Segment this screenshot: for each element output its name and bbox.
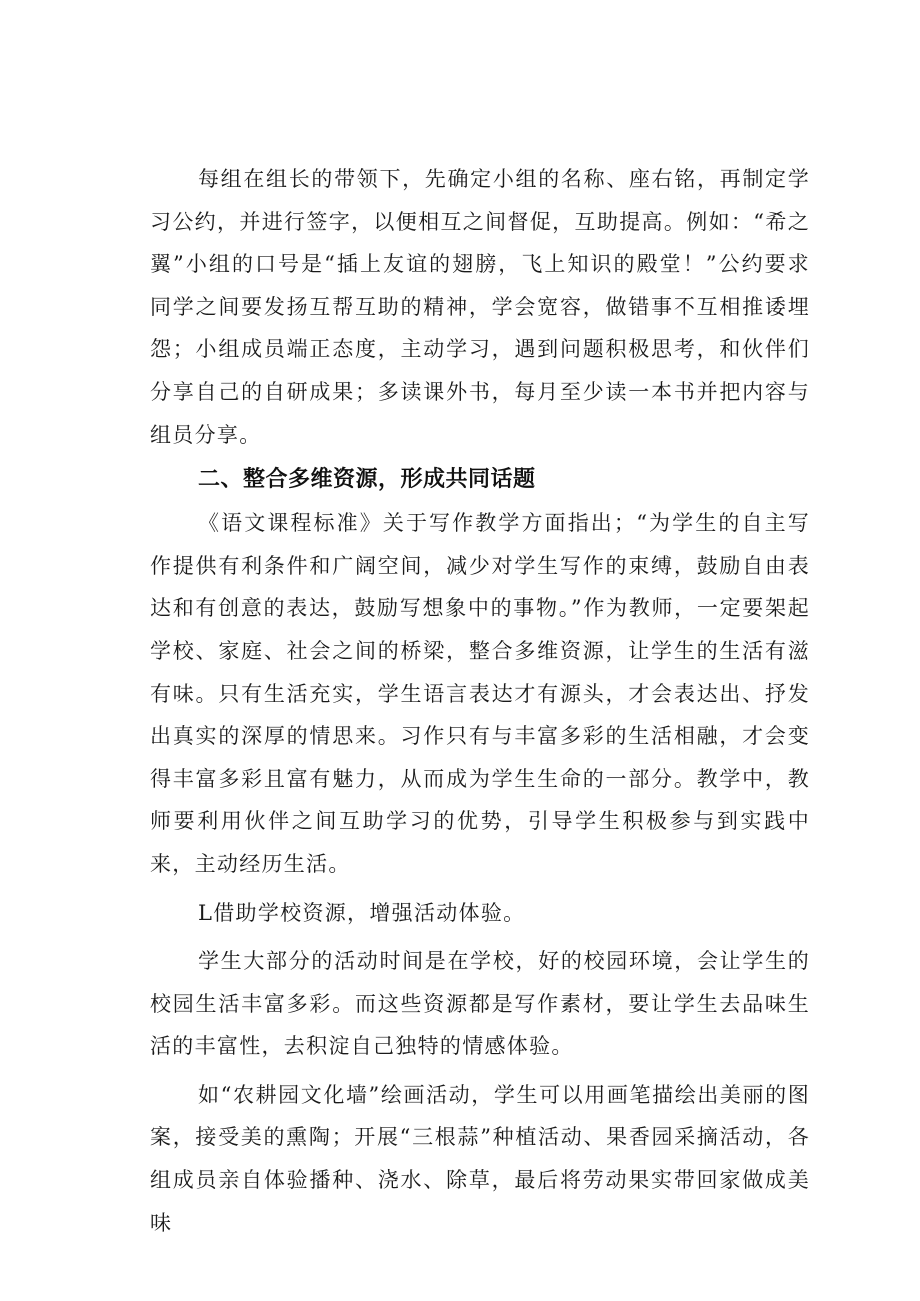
subsection-heading: L借助学校资源，增强活动体验。 (198, 900, 526, 925)
paragraph-school-resources: 学生大部分的活动时间是在学校，好的校园环境，会让学生的校园生活丰富多彩。而这些资源都是写作素材，要让学生去品味生活的丰富性，去积淀自己独特的情感体验。 (150, 949, 810, 1059)
document-page (150, 158, 810, 1244)
paragraph-activities: 如“农耕园文化墙”绘画活动，学生可以用画笔描绘出美丽的图案，接受美的熏陶；开展“三根蒜”种植活动、果香园采摘活动，各组成员亲自体验播种、浇水、除草，最后将劳动果实带回家做成美味 (150, 1082, 810, 1235)
section-heading: 二、整合多维资源，形成共同话题 (198, 467, 536, 493)
paragraph-curriculum-standard: 《语文课程标准》关于写作教学方面指出；“为学生的自主写作提供有利条件和广阔空间，减少对学生写作的束缚，鼓励自由表达和有创意的表达，鼓励写想象中的事物。”作为教师，一定要架起学校、家庭、社会之间的桥梁，整合多维资源，让学生的生活有滋有味。只有生活充实，学生语言表达才有源头，才会表达出、抒发出真实的深厚的情思来。习作只有与丰富多彩的生活相融，才会变得丰富多彩且富有魅力，从而成为学生生命的一部分。教学中，教师要利用伙伴之间互助学习的优势，引导学生积极参与到实践中来，主动经历生活。 (150, 511, 810, 876)
paragraph-group-rules: 每组在组长的带领下，先确定小组的名称、座右铭，再制定学习公约，并进行签字，以便相互之间督促，互助提高。例如：“希之翼”小组的口号是“插上友谊的翅膀，飞上知识的殿堂！”公约要求同学之间要发扬互帮互助的精神，学会宽容，做错事不互相推诿埋怨；小组成员端正态度，主动学习，遇到问题积极思考，和伙伴们分享自己的自研成果；多读课外书，每月至少读一本书并把内容与组员分享。 (150, 167, 810, 447)
